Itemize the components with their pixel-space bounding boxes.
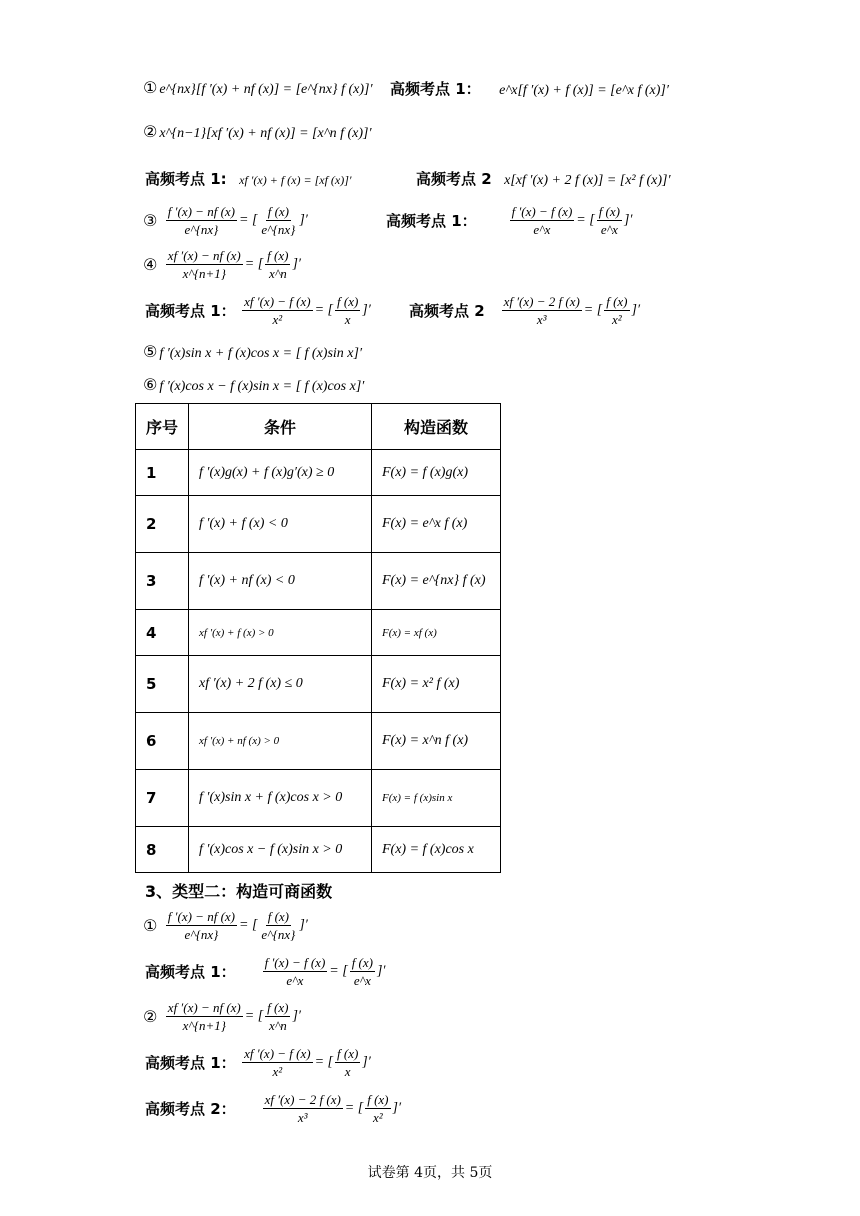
fraction: $\frac{xf '(x) - 2 f (x)}{\text{x³}}$: [264, 1092, 341, 1125]
row-condition: f ′(x) + nf (x) < 0: [189, 553, 372, 610]
fraction: $\frac{f (x)}{e\^{}x}$: [351, 955, 373, 988]
quotient-formula-1: ① $\frac{f '(x) - nf (x)}{e\^{}\{nx\}}$ = [ $\frac{f (x)}{e\^{}\{nx\}}$ ]′: [143, 909, 308, 942]
fraction: $\frac{f (x)}{\text{x²}}$: [606, 294, 628, 327]
fraction: $\frac{f '(x) - nf (x)}{e\^{}\{nx\}}$: [167, 909, 235, 942]
row-index: 2: [136, 496, 189, 553]
fraction: $\frac{f (x)}{\text{x²}}$: [367, 1092, 389, 1125]
table-row: [136, 553, 501, 610]
formula-5-expr: f ′(x)sin x + f (x)cos x = [ f (x)sin x]′: [159, 346, 363, 361]
row-function: F(x) = f (x)sin x: [372, 770, 501, 827]
key-point-row6a: 高频考点 1： $\frac{xf '(x) - f (x)}{\text{x²}}$ = [ $\frac{f (x)}{x}$ ]′: [145, 294, 371, 327]
row-index: 7: [136, 770, 189, 827]
table-row: [136, 827, 501, 873]
row-index: 1: [136, 450, 189, 496]
key-point-label: 高频考点 2：: [145, 1100, 236, 1118]
row-condition: f ′(x)g(x) + f (x)g′(x) ≥ 0: [189, 450, 372, 496]
table-row: [136, 713, 501, 770]
formula-1-expr: e^{nx}[f ′(x) + nf (x)] = [e^{nx} f (x)]′: [159, 82, 373, 97]
quotient-key-point-2: 高频考点 1： $\frac{xf '(x) - f (x)}{\text{x²}}$ = [ $\frac{f (x)}{x}$ ]′: [145, 1046, 371, 1079]
row-function: F(x) = xf (x): [372, 610, 501, 656]
key-point-label: 高频考点 1：: [386, 212, 477, 230]
key-point-row3a: [145, 168, 352, 189]
key-point-label: 高频考点 2: [409, 302, 485, 320]
formula-6-expr: f ′(x)cos x − f (x)sin x = [ f (x)cos x]′: [159, 379, 365, 394]
fraction: $\frac{f (x)}{x}$: [337, 1046, 359, 1079]
table-row: [136, 770, 501, 827]
formula-6: [143, 375, 364, 395]
table-row: [136, 496, 501, 553]
key-point-row3b: [416, 168, 671, 189]
formula-3: ③ $\frac{f '(x) - nf (x)}{e\^{}\{nx\}}$ = [ $\frac{f (x)}{e\^{}\{nx\}}$ ]′: [143, 204, 308, 237]
fraction: $\frac{xf '(x) - 2 f (x)}{\text{x³}}$: [503, 294, 580, 327]
header-function: 构造函数: [372, 404, 501, 450]
row-condition: f ′(x)cos x − f (x)sin x > 0: [189, 827, 372, 873]
fraction: $\frac{f (x)}{x\^{}n}$: [267, 1000, 289, 1033]
row-condition: xf ′(x) + 2 f (x) ≤ 0: [189, 656, 372, 713]
circled-2: ②: [143, 1007, 158, 1026]
key-point-row6b: 高频考点 2 $\frac{xf '(x) - 2 f (x)}{\text{x³}}$ = [ $\frac{f (x)}{\text{x²}}$ ]′: [409, 294, 641, 327]
fraction: $\frac{f (x)}{e\^{}\{nx\}}$: [261, 909, 296, 942]
construction-table: [135, 403, 501, 873]
key-point-1-row1: [390, 78, 669, 99]
row-condition: f ′(x)sin x + f (x)cos x > 0: [189, 770, 372, 827]
row-condition: xf ′(x) + f (x) > 0: [189, 610, 372, 656]
fraction: $\frac{f (x)}{x\^{}n}$: [267, 248, 289, 281]
circled-5: ⑤: [143, 342, 158, 361]
key-point-expr: xf ′(x) + f (x) = [xf (x)]′: [239, 173, 352, 187]
fraction: $\frac{xf '(x) - f (x)}{\text{x²}}$: [244, 294, 311, 327]
fraction: $\frac{xf '(x) - f (x)}{\text{x²}}$: [244, 1046, 311, 1079]
row-condition: xf ′(x) + nf (x) > 0: [189, 713, 372, 770]
fraction: $\frac{f (x)}{e\^{}x}$: [598, 204, 620, 237]
circled-6: ⑥: [143, 375, 158, 394]
circled-2: ②: [143, 122, 158, 141]
fraction: $\frac{f '(x) - f (x)}{e\^{}x}$: [264, 955, 326, 988]
formula-5: [143, 342, 362, 362]
key-point-row4: 高频考点 1： $\frac{f '(x) - f (x)}{e\^{}x}$ = [ $\frac{f (x)}{e\^{}x}$ ]′: [386, 204, 633, 237]
page-footer: 试卷第 4页，共 5页: [367, 1165, 493, 1181]
circled-3: ③: [143, 211, 158, 230]
table-row: [136, 450, 501, 496]
fraction: $\frac{f (x)}{e\^{}\{nx\}}$: [261, 204, 296, 237]
fraction: $\frac{f (x)}{x}$: [337, 294, 359, 327]
row-index: 8: [136, 827, 189, 873]
quotient-formula-2: ② $\frac{xf '(x) - nf (x)}{x\^{}\{n+1\}}$ = [ $\frac{f (x)}{x\^{}n}$ ]′: [143, 1000, 301, 1033]
header-condition: 条件: [189, 404, 372, 450]
formula-4: ④ $\frac{xf '(x) - nf (x)}{x\^{}\{n+1\}}$ = [ $\frac{f (x)}{x\^{}n}$ ]′: [143, 248, 301, 281]
key-point-label: 高频考点 1：: [145, 302, 236, 320]
table-row: [136, 656, 501, 713]
header-index: 序号: [136, 404, 189, 450]
key-point-label: 高频考点 1：: [145, 1054, 236, 1072]
quotient-key-point-3: 高频考点 2： $\frac{xf '(x) - 2 f (x)}{\text{x³}}$ = [ $\frac{f (x)}{\text{x²}}$ ]′: [145, 1092, 402, 1125]
row-index: 4: [136, 610, 189, 656]
formula-2: [143, 122, 372, 142]
fraction: $\frac{xf '(x) - nf (x)}{x\^{}\{n+1\}}$: [167, 1000, 241, 1033]
row-function: F(x) = x² f (x): [372, 656, 501, 713]
fraction: $\frac{f '(x) - f (x)}{e\^{}x}$: [511, 204, 573, 237]
fraction: $\frac{xf '(x) - nf (x)}{x\^{}\{n+1\}}$: [167, 248, 241, 281]
key-point-label: 高频考点 1：: [390, 80, 481, 98]
key-point-expr: e^x[f ′(x) + f (x)] = [e^x f (x)]′: [499, 83, 669, 98]
row-index: 3: [136, 553, 189, 610]
key-point-label: 高频考点 1:: [145, 170, 227, 188]
fraction: $\frac{f '(x) - nf (x)}{e\^{}\{nx\}}$: [167, 204, 235, 237]
row-index: 5: [136, 656, 189, 713]
row-function: F(x) = e^{nx} f (x): [372, 553, 501, 610]
row-function: F(x) = x^n f (x): [372, 713, 501, 770]
table-row: [136, 610, 501, 656]
formula-2-expr: x^{n−1}[xf ′(x) + nf (x)] = [x^n f (x)]′: [159, 126, 372, 141]
row-function: F(x) = f (x)cos x: [372, 827, 501, 873]
row-function: F(x) = f (x)g(x): [372, 450, 501, 496]
circled-4: ④: [143, 255, 158, 274]
key-point-expr: x[xf ′(x) + 2 f (x)] = [x² f (x)]′: [504, 173, 671, 188]
section-3-title: 3、类型二：构造可商函数: [145, 882, 333, 901]
circled-1: ①: [143, 78, 158, 97]
formula-1: [143, 78, 373, 98]
row-function: F(x) = e^x f (x): [372, 496, 501, 553]
circled-1: ①: [143, 916, 158, 935]
row-condition: f ′(x) + f (x) < 0: [189, 496, 372, 553]
quotient-key-point-1: 高频考点 1： $\frac{f '(x) - f (x)}{e\^{}x}$ = [ $\frac{f (x)}{e\^{}x}$ ]′: [145, 955, 386, 988]
row-index: 6: [136, 713, 189, 770]
table-header-row: [136, 404, 501, 450]
key-point-label: 高频考点 1：: [145, 963, 236, 981]
key-point-label: 高频考点 2: [416, 170, 492, 188]
